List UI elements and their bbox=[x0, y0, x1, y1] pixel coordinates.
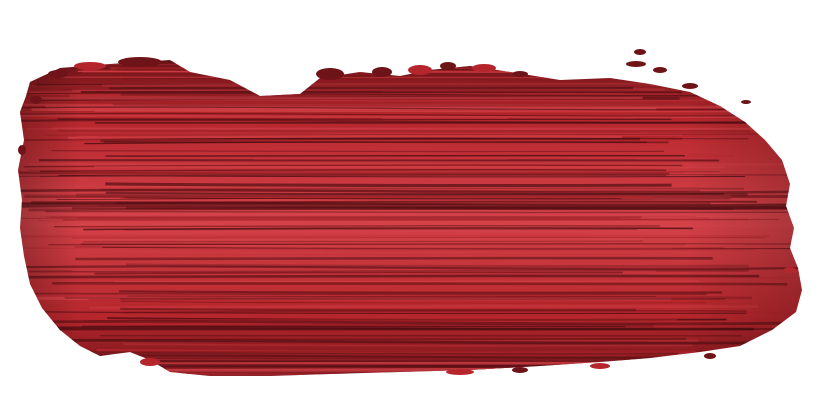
paint-fleck bbox=[784, 267, 796, 273]
bristle-streak bbox=[110, 69, 679, 70]
bristle-streak bbox=[12, 376, 707, 378]
paint-fleck bbox=[118, 57, 162, 67]
paint-fleck bbox=[512, 367, 528, 373]
paint-fleck bbox=[48, 70, 68, 78]
paint-brush-stroke bbox=[10, 49, 808, 378]
paint-fleck bbox=[140, 358, 160, 366]
paint-fleck bbox=[590, 363, 610, 369]
paint-fleck bbox=[440, 62, 456, 70]
paint-fleck bbox=[472, 64, 496, 72]
bristle-streak bbox=[65, 374, 623, 375]
paint-fleck bbox=[626, 61, 646, 67]
paint-fleck bbox=[682, 83, 698, 89]
paint-fleck bbox=[18, 145, 26, 155]
paint-fleck bbox=[408, 65, 432, 75]
paint-fleck bbox=[704, 353, 716, 359]
paint-fleck bbox=[446, 369, 474, 375]
stroke-edge-shade bbox=[18, 60, 802, 376]
paint-fleck bbox=[74, 62, 106, 70]
paint-fleck bbox=[30, 96, 42, 104]
paint-fleck bbox=[372, 67, 392, 77]
paint-fleck bbox=[634, 49, 646, 55]
paint-fleck bbox=[741, 100, 751, 104]
paint-fleck bbox=[653, 67, 667, 73]
bristle-streak bbox=[116, 69, 629, 70]
paint-fleck bbox=[512, 71, 528, 77]
paint-fleck bbox=[316, 68, 344, 80]
